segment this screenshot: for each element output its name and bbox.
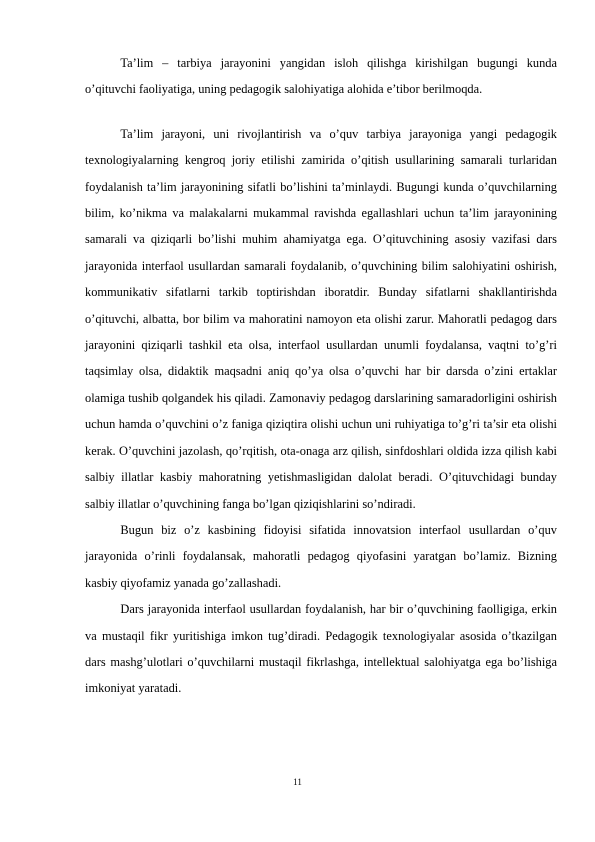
paragraph-learning-process: Ta’lim jarayoni, uni rivojlantirish va o’quv tarbiya jarayoniga yangi pedagogik texnologiyalarning kengroq joriy etilishi zamirida o’qitish usullarining samarali turlaridan foydalanish ta’lim jarayonining sifatli bo’lishini ta’minlaydi. Bugungi kunda o’quvchilarning bilim, ko’nikma va malakalarni mukammal ravishda egallashlari uchun ta’lim jarayonining samarali va qiziqarli bo’lishi muhim ahamiyatga ega. O’qituvchining asosiy vazifasi dars jarayonida interfaol usullardan samarali foydalanib, o’quvchining bilim salohiyatini oshirish, kommunikativ sifatlarni tarkib toptirishdan iboratdir. Bunday sifatlarni shakllantirishda o’qituvchi, albatta, bor bilim va mahoratini namoyon eta olishi zarur. Mahoratli pedagog dars jarayonini qiziqarli tashkil eta olsa, interfaol usullardan unumli foydalansa, vaqtni to’g’ri taqsimlay olsa, didaktik maqsadni aniq qo’ya olsa o’quvchi har bir darsda o’zini ertaklar olamiga tushib qolgandek his qiladi. Zamonaviy pedagog darslarining samaradorligini oshirish uchun hamda o’quvchini o’z faniga qiziqtira olishi uchun uni ruhiyatiga to’g’ri ta’sir eta olishi kerak. O’quvchini jazolash, qo’rqitish, ota-onaga arz qilish, sinfdoshlari oldida izza qilish kabi salbiy illatlar kasbiy mahoratning yetishmasligidan dalolat beradi. O’qituvchidagi bunday salbiy illatlar o’quvchining fanga bo’lgan qiziqishlarini so’ndiradi.	[85, 126, 557, 511]
paragraph-spacer	[85, 103, 557, 121]
document-body	[85, 50, 557, 702]
paragraph-intro: Ta’lim – tarbiya jarayonini yangidan isloh qilishga kirishilgan bugungi kunda o’qituvchi faoliyatiga, uning pedagogik salohiyatiga alohida e’tibor berilmoqda.	[85, 56, 557, 97]
page-number: 11	[293, 777, 302, 787]
paragraph-innovative-methods: Bugun biz o’z kasbining fidoyisi sifatida innovatsion interfaol usullardan o’quv jarayonida o’rinli foydalansak, mahoratli pedagog qiyofasini yaratgan bo’lamiz. Bizning kasbiy qiyofamiz yanada go’zallashadi.	[85, 522, 557, 590]
paragraph-interactive-methods: Dars jarayonida interfaol usullardan foydalanish, har bir o’quvchining faolligiga, erkin va mustaqil fikr yuritishiga imkon tug’diradi. Pedagogik texnologiyalar asosida o’tkazilgan dars mashg’ulotlari o’quvchilarni mustaqil fikrlashga, intellektual salohiyatga ega bo’lishiga imkoniyat yaratadi.	[85, 602, 557, 696]
